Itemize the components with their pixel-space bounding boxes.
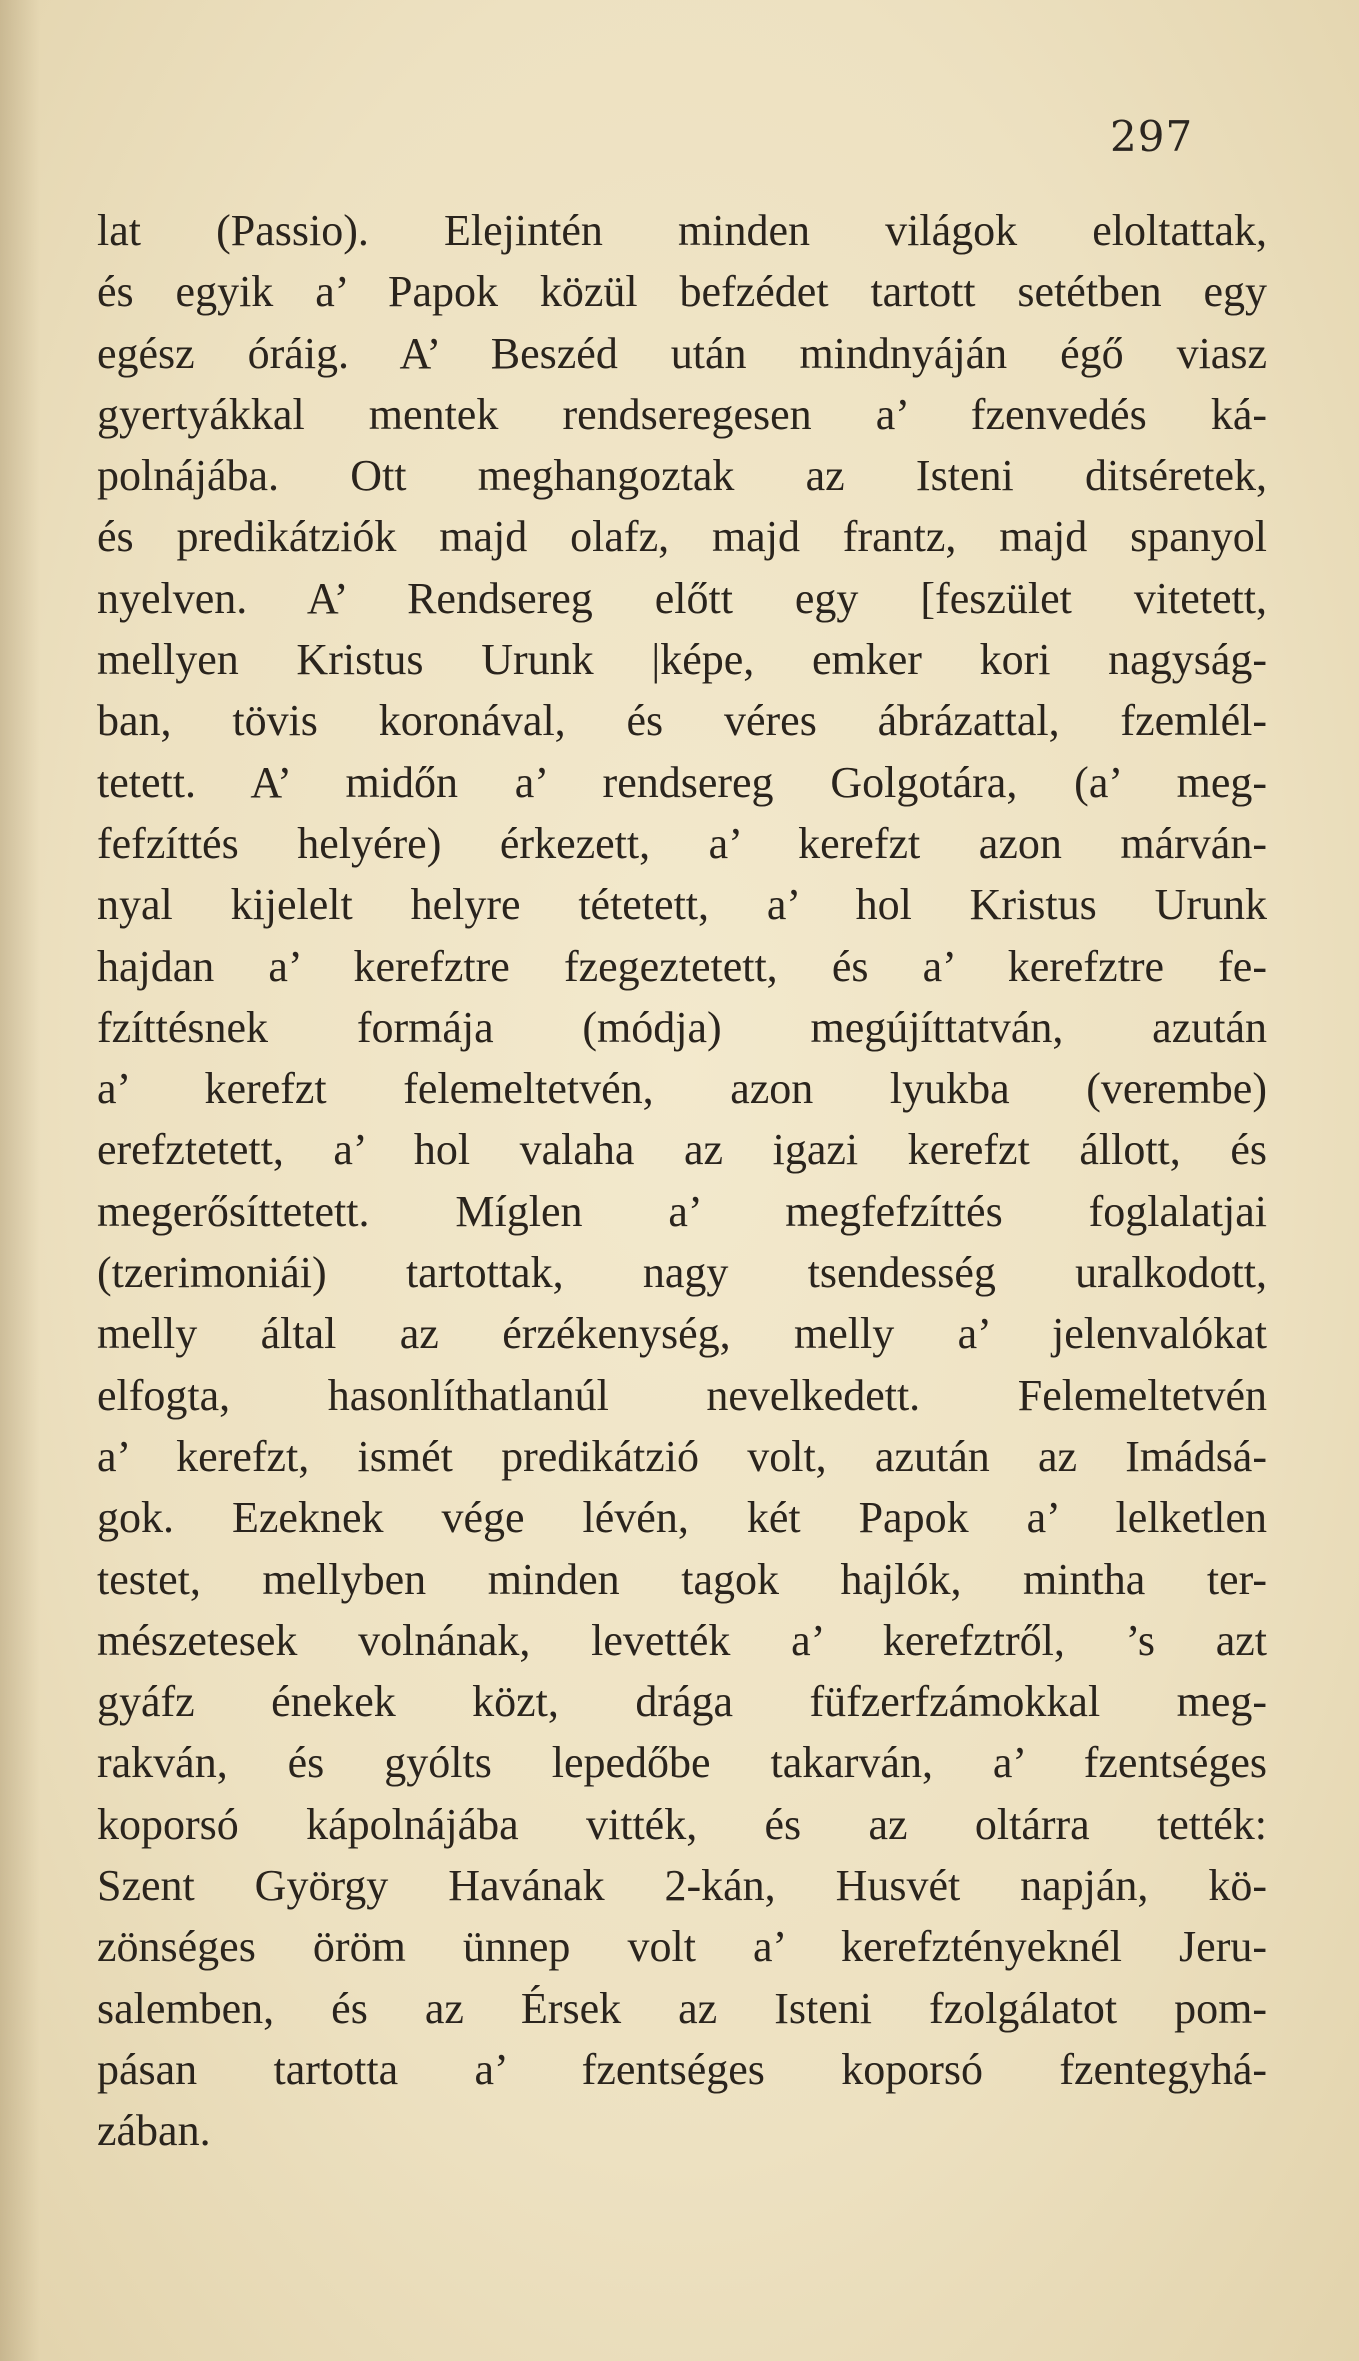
text-line: koporsó kápolnájába vitték, és az oltárra tették: <box>97 1799 1267 1849</box>
text-line: és predikátziók majd olafz, majd frantz, majd spanyol <box>97 512 1267 562</box>
text-line: ban, tövis koronával, és véres ábrázattal, fzemlél- <box>97 696 1267 746</box>
text-line: egész óráig. A’ Beszéd után mindnyáján égő viasz <box>97 328 1267 378</box>
text-line: gyáfz énekek közt, drága füfzerfzámokkal meg- <box>97 1677 1267 1727</box>
text-line: rakván, és gyólts lepedőbe takarván, a’ fzentséges <box>97 1738 1267 1788</box>
text-line: gok. Ezeknek vége lévén, két Papok a’ lelketlen <box>97 1493 1267 1543</box>
text-line: (tzerimoniái) tartottak, nagy tsendesség uralkodott, <box>97 1248 1267 1298</box>
text-line: gyertyákkal mentek rendseregesen a’ fzenvedés ká- <box>97 389 1267 439</box>
text-line: nyal kijelelt helyre tétetett, a’ hol Kristus Urunk <box>97 880 1267 930</box>
text-line: a’ kerefzt, ismét predikátzió volt, azután az Imádsá- <box>97 1431 1267 1481</box>
text-line: hajdan a’ kerefztre fzegeztetett, és a’ kerefztre fe- <box>97 941 1267 991</box>
text-line: lat (Passio). Elejintén minden világok eloltattak, <box>97 206 1267 255</box>
text-line: melly által az érzékenység, melly a’ jelenvalókat <box>97 1309 1267 1359</box>
text-line: pásan tartotta a’ fzentséges koporsó fzentegyhá- <box>97 2044 1267 2094</box>
page-edge-shadow <box>0 0 40 2361</box>
text-line: mellyen Kristus Urunk |képe, emker kori nagyság- <box>97 635 1267 685</box>
text-line: tetett. A’ midőn a’ rendsereg Golgotára, (a’ meg- <box>97 757 1267 807</box>
text-line: megerősíttetett. Míglen a’ megfefzíttés foglalatjai <box>97 1186 1267 1236</box>
text-line: erefztetett, a’ hol valaha az igazi kerefzt állott, és <box>97 1125 1267 1175</box>
text-line: fefzíttés helyére) érkezett, a’ kerefzt azon márván- <box>97 818 1267 868</box>
text-line-last: zában. <box>97 2106 211 2156</box>
text-line: nyelven. A’ Rendsereg előtt egy [feszület vitetett, <box>97 573 1267 623</box>
text-line: mészetesek volnának, levették a’ kerefztről, ’s azt <box>97 1615 1267 1665</box>
text-line: a’ kerefzt felemeltetvén, azon lyukba (verembe) <box>97 1064 1267 1114</box>
text-line: és egyik a’ Papok közül befzédet tartott setétben egy <box>97 267 1267 317</box>
text-line: testet, mellyben minden tagok hajlók, mintha ter- <box>97 1554 1267 1604</box>
text-line: Szent György Havának 2-kán, Husvét napján, kö- <box>97 1861 1267 1911</box>
text-line: elfogta, hasonlíthatlanúl nevelkedett. Felemeltetvén <box>97 1370 1267 1420</box>
text-line: salemben, és az Érsek az Isteni fzolgálatot pom- <box>97 1983 1267 2033</box>
page-number: 297 <box>1110 112 1194 161</box>
text-line: fzíttésnek formája (módja) megújíttatván, azután <box>97 1002 1267 1052</box>
body-text <box>97 200 1267 2162</box>
text-line: polnájába. Ott meghangoztak az Isteni ditséretek, <box>97 451 1267 501</box>
text-line: zönséges öröm ünnep volt a’ kerefztényeknél Jeru- <box>97 1922 1267 1972</box>
